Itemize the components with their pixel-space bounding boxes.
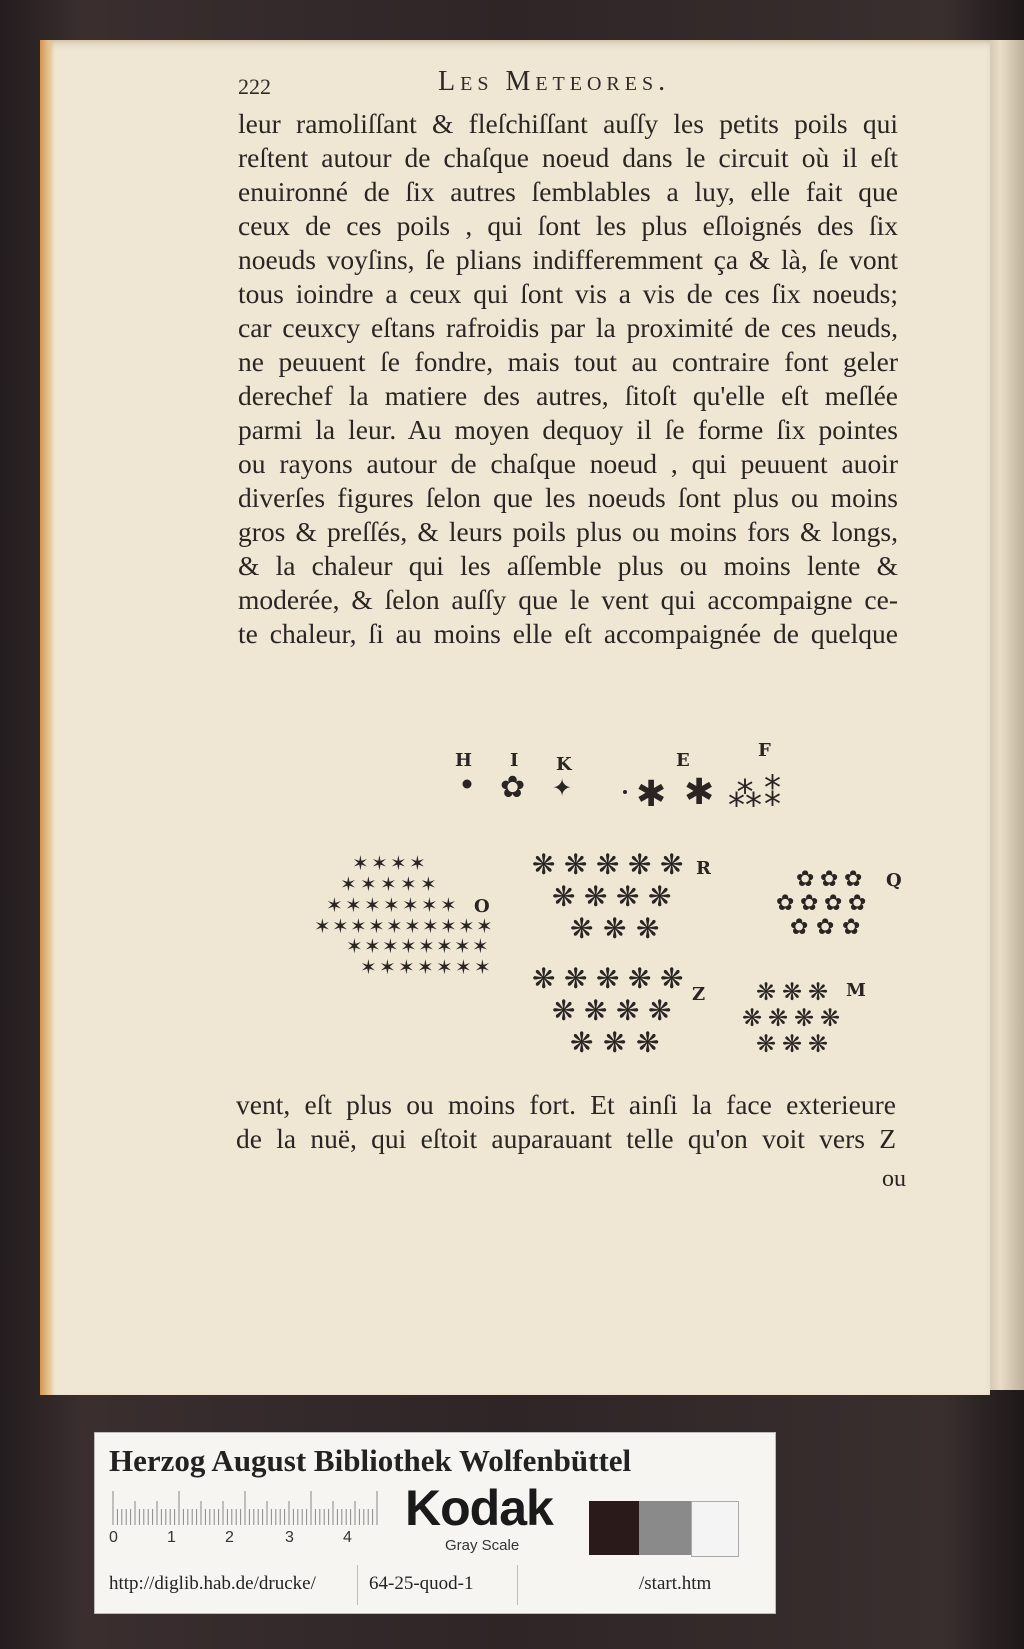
text-line: ceux de ces poils , qui ſont les plus eſloignés des ſix bbox=[238, 210, 898, 241]
flake-burst: ❋ bbox=[648, 880, 672, 913]
flake-rosette: ✿ bbox=[844, 867, 863, 892]
flake-star: ✶ bbox=[371, 851, 388, 875]
swatch-light bbox=[691, 1501, 739, 1557]
flake-rosette: ✿ bbox=[790, 915, 809, 940]
flake-star: ✶ bbox=[458, 914, 475, 938]
label-z: Z bbox=[692, 984, 706, 1005]
ruler-number: 2 bbox=[225, 1529, 234, 1546]
url-part-id[interactable]: 64-25-quod-1 bbox=[369, 1573, 474, 1594]
gray-swatches bbox=[589, 1501, 739, 1555]
flake-star: ✶ bbox=[474, 955, 491, 979]
flake-burst: ❋ bbox=[794, 1004, 815, 1032]
text-line: ne peuuent ſe fondre, mais tout au contraire font geler bbox=[238, 346, 898, 377]
flake-rosette: ✿ bbox=[816, 915, 835, 940]
flake-burst: ❋ bbox=[584, 994, 608, 1027]
flake-burst: ❋ bbox=[636, 1026, 660, 1059]
flake-burst: ❋ bbox=[564, 962, 588, 995]
flake-burst: ❋ bbox=[628, 848, 652, 881]
flake-rosette: ✿ bbox=[796, 867, 815, 892]
flake-star: ✶ bbox=[380, 872, 397, 896]
flake-star: ✶ bbox=[472, 934, 489, 958]
flake-star: ✶ bbox=[404, 914, 421, 938]
flake-star: ✶ bbox=[345, 893, 362, 917]
page-edge-stain bbox=[40, 40, 54, 1395]
text-line: leur ramoliſſant & fleſchiſſant auſſy les petits poils qui bbox=[238, 108, 898, 139]
flake-burst: ❋ bbox=[628, 962, 652, 995]
flake-burst: ❋ bbox=[660, 848, 684, 881]
flake-star: ✶ bbox=[422, 914, 439, 938]
flake-burst: ❋ bbox=[552, 880, 576, 913]
flake-star: ✶ bbox=[455, 955, 472, 979]
text-line: derechef la matiere des autres, ſitoſt qu'elle eſt meſlée bbox=[238, 380, 898, 411]
flake-e1: ✱ bbox=[636, 774, 667, 815]
flake-star: ✶ bbox=[379, 955, 396, 979]
text-line: de la nuë, qui eſtoit auparauant telle qu'on voit vers Z bbox=[236, 1123, 896, 1154]
flake-burst: ❋ bbox=[603, 1026, 627, 1059]
page-header bbox=[238, 66, 878, 106]
flake-star: ✶ bbox=[400, 872, 417, 896]
flake-rosette: ✿ bbox=[820, 867, 839, 892]
flake-rosette: ✿ bbox=[848, 891, 867, 916]
text-line: gros & preſſés, & leurs poils plus ou moins fors & longs, bbox=[238, 516, 898, 547]
ruler-number: 4 bbox=[343, 1529, 352, 1546]
flake-burst: ❋ bbox=[782, 978, 803, 1006]
body-text bbox=[238, 107, 898, 651]
flake-star: ✶ bbox=[350, 914, 367, 938]
catchword: ou bbox=[882, 1166, 906, 1192]
flake-star: ✶ bbox=[352, 851, 369, 875]
text-line: noeuds voyſins, ſe plians indifferemment ça & là, ſe vont bbox=[238, 244, 898, 275]
kodak-logo: Kodak bbox=[405, 1480, 553, 1536]
label-h: H bbox=[455, 750, 473, 771]
swatch-dark bbox=[589, 1501, 639, 1555]
flake-burst: ❋ bbox=[616, 994, 640, 1027]
url-part-base[interactable]: http://diglib.hab.de/drucke/ bbox=[109, 1573, 316, 1594]
flake-burst: ❋ bbox=[616, 880, 640, 913]
flake-burst: ❋ bbox=[808, 978, 829, 1006]
flake-star: ✶ bbox=[314, 914, 331, 938]
library-title: Herzog August Bibliothek Wolfenbüttel bbox=[109, 1443, 632, 1478]
flake-star: ✶ bbox=[402, 893, 419, 917]
flake-star: ✶ bbox=[454, 934, 471, 958]
flake-k: ✦ bbox=[552, 774, 573, 802]
flake-burst: ❋ bbox=[596, 848, 620, 881]
flake-burst: ❋ bbox=[552, 994, 576, 1027]
flake-burst: ❋ bbox=[532, 848, 556, 881]
text-line: vent, eſt plus ou moins fort. Et ainſi la face exterieure bbox=[236, 1089, 896, 1120]
flake-star: ✶ bbox=[368, 914, 385, 938]
flake-star: ✶ bbox=[440, 893, 457, 917]
text-line: car ceuxcy eſtans rafroidis par la proximité de ces neuds, bbox=[238, 312, 898, 343]
flake-star: ✶ bbox=[332, 914, 349, 938]
flake-star: ✶ bbox=[417, 955, 434, 979]
flake-star: ✶ bbox=[420, 872, 437, 896]
flake-e2: ✱ bbox=[684, 772, 715, 813]
page-number: 222 bbox=[238, 74, 271, 99]
ruler-number: 0 bbox=[109, 1529, 118, 1546]
flake-star: ✶ bbox=[383, 893, 400, 917]
flake-burst: ❋ bbox=[660, 962, 684, 995]
flake-burst: ❋ bbox=[742, 1004, 763, 1032]
flake-rosette: ✿ bbox=[776, 891, 795, 916]
flake-star: ✶ bbox=[360, 955, 377, 979]
flake-star: ✶ bbox=[436, 934, 453, 958]
flake-burst: ❋ bbox=[532, 962, 556, 995]
flake-star: ✶ bbox=[364, 934, 381, 958]
flake-star: ✶ bbox=[382, 934, 399, 958]
flake-burst: ❋ bbox=[636, 912, 660, 945]
text-line: diverſes figures ſelon que les noeuds ſont plus ou moins bbox=[238, 482, 898, 513]
text-line: ou rayons autour de chaſque noeud , qui peuuent auoir bbox=[238, 448, 898, 479]
flake-star: ✶ bbox=[340, 872, 357, 896]
flake-burst: ❋ bbox=[570, 912, 594, 945]
label-o: O bbox=[474, 896, 490, 917]
label-e: E bbox=[676, 750, 690, 771]
flake-star: ✶ bbox=[326, 893, 343, 917]
ruler-number: 1 bbox=[167, 1529, 176, 1546]
flake-star: ✶ bbox=[386, 914, 403, 938]
label-r: R bbox=[696, 858, 711, 879]
flake-burst: ❋ bbox=[584, 880, 608, 913]
flake-star: ✶ bbox=[346, 934, 363, 958]
ruler-number: 3 bbox=[285, 1529, 294, 1546]
flake-rosette: ✿ bbox=[800, 891, 819, 916]
url-part-file[interactable]: /start.htm bbox=[639, 1573, 712, 1594]
flake-star: ✶ bbox=[418, 934, 435, 958]
flake-star: ✶ bbox=[476, 914, 493, 938]
flake-burst: ❋ bbox=[820, 1004, 841, 1032]
flake-burst: ❋ bbox=[808, 1030, 829, 1058]
flake-burst: ❋ bbox=[756, 978, 777, 1006]
flake-burst: ❋ bbox=[564, 848, 588, 881]
flake-star: ✶ bbox=[390, 851, 407, 875]
flake-burst: ❋ bbox=[603, 912, 627, 945]
text-line: tous ioindre a ceux qui ſont vis a vis de ces ſix noeuds; bbox=[238, 278, 898, 309]
library-color-card bbox=[94, 1432, 776, 1614]
flake-burst: ❋ bbox=[648, 994, 672, 1027]
flake-star: ✶ bbox=[364, 893, 381, 917]
label-f: F bbox=[758, 740, 771, 761]
flake-burst: ❋ bbox=[596, 962, 620, 995]
url-separator bbox=[357, 1565, 358, 1605]
label-k: K bbox=[556, 754, 572, 775]
url-separator bbox=[517, 1565, 518, 1605]
flake-star: ✶ bbox=[360, 872, 377, 896]
continued-text bbox=[236, 1088, 896, 1156]
text-line: & la chaleur qui les aſſemble plus ou moins lente & bbox=[238, 550, 898, 581]
flake-star: ✶ bbox=[409, 851, 426, 875]
flake-star: ✶ bbox=[440, 914, 457, 938]
flake-f1: ⁂ bbox=[728, 775, 762, 815]
flake-star: ✶ bbox=[400, 934, 417, 958]
flake-star: ✶ bbox=[421, 893, 438, 917]
flake-burst: ❋ bbox=[782, 1030, 803, 1058]
flake-i: ✿ bbox=[500, 770, 526, 805]
flake-burst: ❋ bbox=[570, 1026, 594, 1059]
label-i: I bbox=[510, 750, 519, 771]
flake-rosette: ✿ bbox=[824, 891, 843, 916]
running-title: Les Meteores. bbox=[438, 66, 671, 97]
next-page-edge bbox=[985, 40, 1024, 1390]
flake-star: ✶ bbox=[398, 955, 415, 979]
text-line: parmi la leur. Au moyen dequoy il ſe forme ſix pointes bbox=[238, 414, 898, 445]
text-line: enuironné de ſix autres ſemblables a luy, elle fait que bbox=[238, 176, 898, 207]
flake-star: ✶ bbox=[436, 955, 453, 979]
flake-f2: ⁑ bbox=[764, 775, 781, 815]
flake-burst: ❋ bbox=[768, 1004, 789, 1032]
label-m: M bbox=[846, 980, 866, 1001]
swatch-mid bbox=[639, 1501, 691, 1555]
ruler-scale bbox=[111, 1491, 381, 1525]
text-line: te chaleur, ſi au moins elle eſt accompaignée de quelque bbox=[238, 618, 898, 649]
text-line: reſtent autour de chaſque noeud dans le circuit où il eſt bbox=[238, 142, 898, 173]
label-q: Q bbox=[886, 870, 902, 891]
flake-burst: ❋ bbox=[756, 1030, 777, 1058]
gray-scale-label: Gray Scale bbox=[445, 1537, 520, 1554]
flake-rosette: ✿ bbox=[842, 915, 861, 940]
text-line: moderée, & ſelon auſſy que le vent qui accompaigne ce- bbox=[238, 584, 898, 615]
